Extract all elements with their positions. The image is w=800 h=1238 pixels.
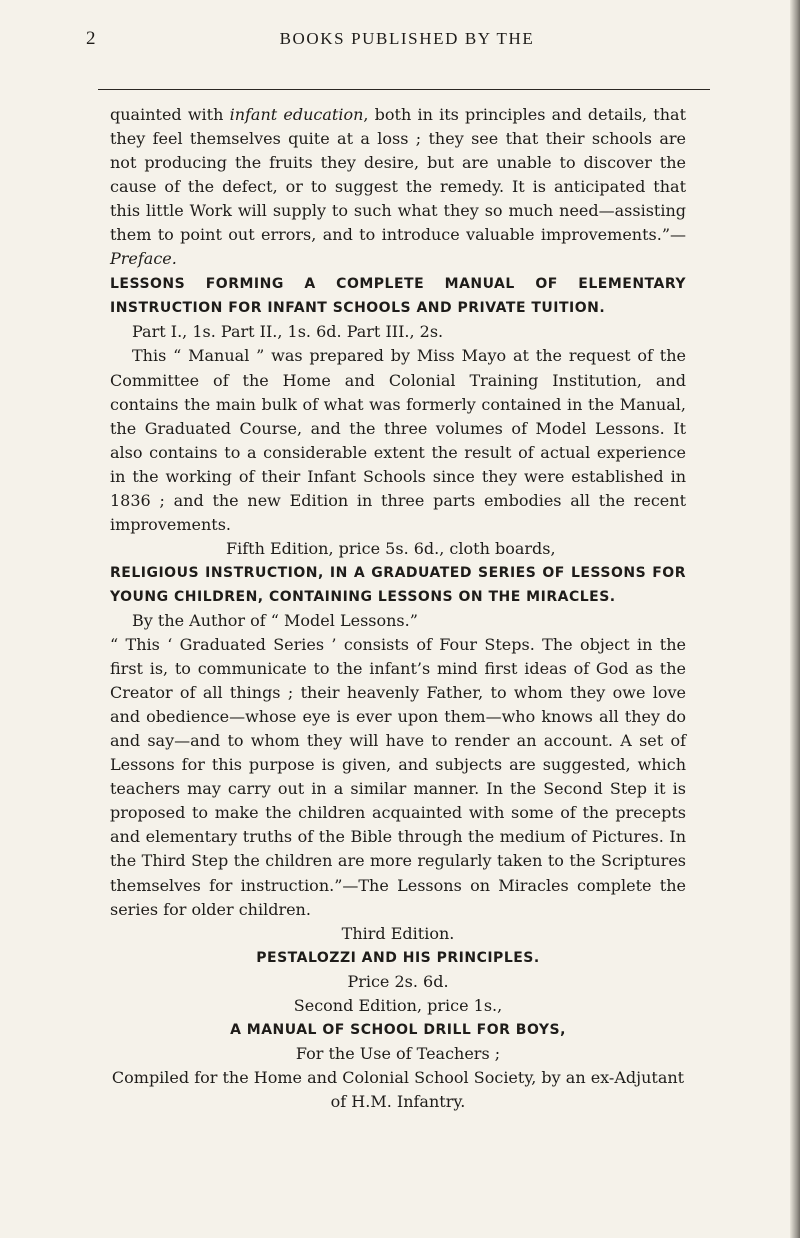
pestalozzi-price: Price 2s. 6d. [347,971,449,991]
header-rule [98,89,710,90]
page-number: 2 [86,28,96,49]
manual-parts-prices: Part I., 1s. Part II., 1s. 6d. Part III., 2s. [132,322,444,342]
continuation-source: Preface. [110,249,177,269]
continuation-text-start: quainted with [110,105,230,124]
manual-edition-price: Fifth Edition, price 5s. 6d., cloth boards, [226,538,556,558]
page-edge-shadow [790,0,800,1238]
manual-description: This “ Manual ” was prepared by Miss Mayo at the request of the Committee of the Home and Colonial Training Institution, and contains the main bulk of what was formerly contained in the Manual, the Graduated Course, and the three volumes of Model Lessons. It also contains to a considerable extent the result of actual experience in the working of their Infant Schools since they were established in 1836 ; and the new Edition in three parts embodies all the recent improvements. [110,346,686,534]
religious-edition: Third Edition. [341,923,455,943]
page-header [86,28,728,54]
drill-title: A MANUAL OF SCHOOL DRILL FOR BOYS, [230,1021,566,1038]
pestalozzi-title: PESTALOZZI AND HIS PRINCIPLES. [256,949,540,966]
continuation-emphasis: infant education [229,105,364,124]
running-head: BOOKS PUBLISHED BY THE [279,29,535,48]
continuation-paragraph [110,103,686,271]
pestalozzi-edition-price: Second Edition, price 1s., [293,995,503,1015]
page-body [110,103,686,1114]
drill-subtitle: For the Use of Teachers ; [295,1043,501,1063]
manual-title: LESSONS FORMING A COMPLETE MANUAL OF ELEMENTARY INSTRUCTION FOR INFANT SCHOOLS AND PRIVATE TUITION. [110,276,686,317]
religious-title: RELIGIOUS INSTRUCTION, IN A GRADUATED SERIES OF LESSONS FOR YOUNG CHILDREN, CONTAINING LESSONS ON THE MIRACLES. [110,564,686,605]
religious-description: “ This ‘ Graduated Series ’ consists of Four Steps. The object in the first is, to communicate to the infant’s mind first ideas of God as the Creator of all things ; their heavenly Father, to whom they owe love and obedience—whose eye is ever upon them—who knows all they do and say—and to whom they will have to render an account. A set of Lessons for this purpose is given, and subjects are suggested, which teachers may carry out in a similar manner. In the Second Step it is proposed to make the children acquainted with some of the precepts and elementary truths of the Bible through the medium of Pictures. In the Third Step the children are more regularly taken to the Scriptures themselves for instruction.”—The Lessons on Miracles complete the series for older children. [110,635,686,919]
religious-author: By the Author of “ Model Lessons.” [132,610,418,630]
drill-compiled: Compiled for the Home and Colonial School Society, by an ex-Adjutant of H.M. Infantry. [111,1067,685,1111]
continuation-text-rest: , both in its principles and details, that they feel themselves quite at a loss ; they see that their schools are not producing the fruits they desire, but are unable to discover the cause of the defect, or to suggest the remedy. It is anticipated that this little Work will supply to such what they so much need—assisting them to point out errors, and to introduce valuable improvements.”— [110,105,687,245]
